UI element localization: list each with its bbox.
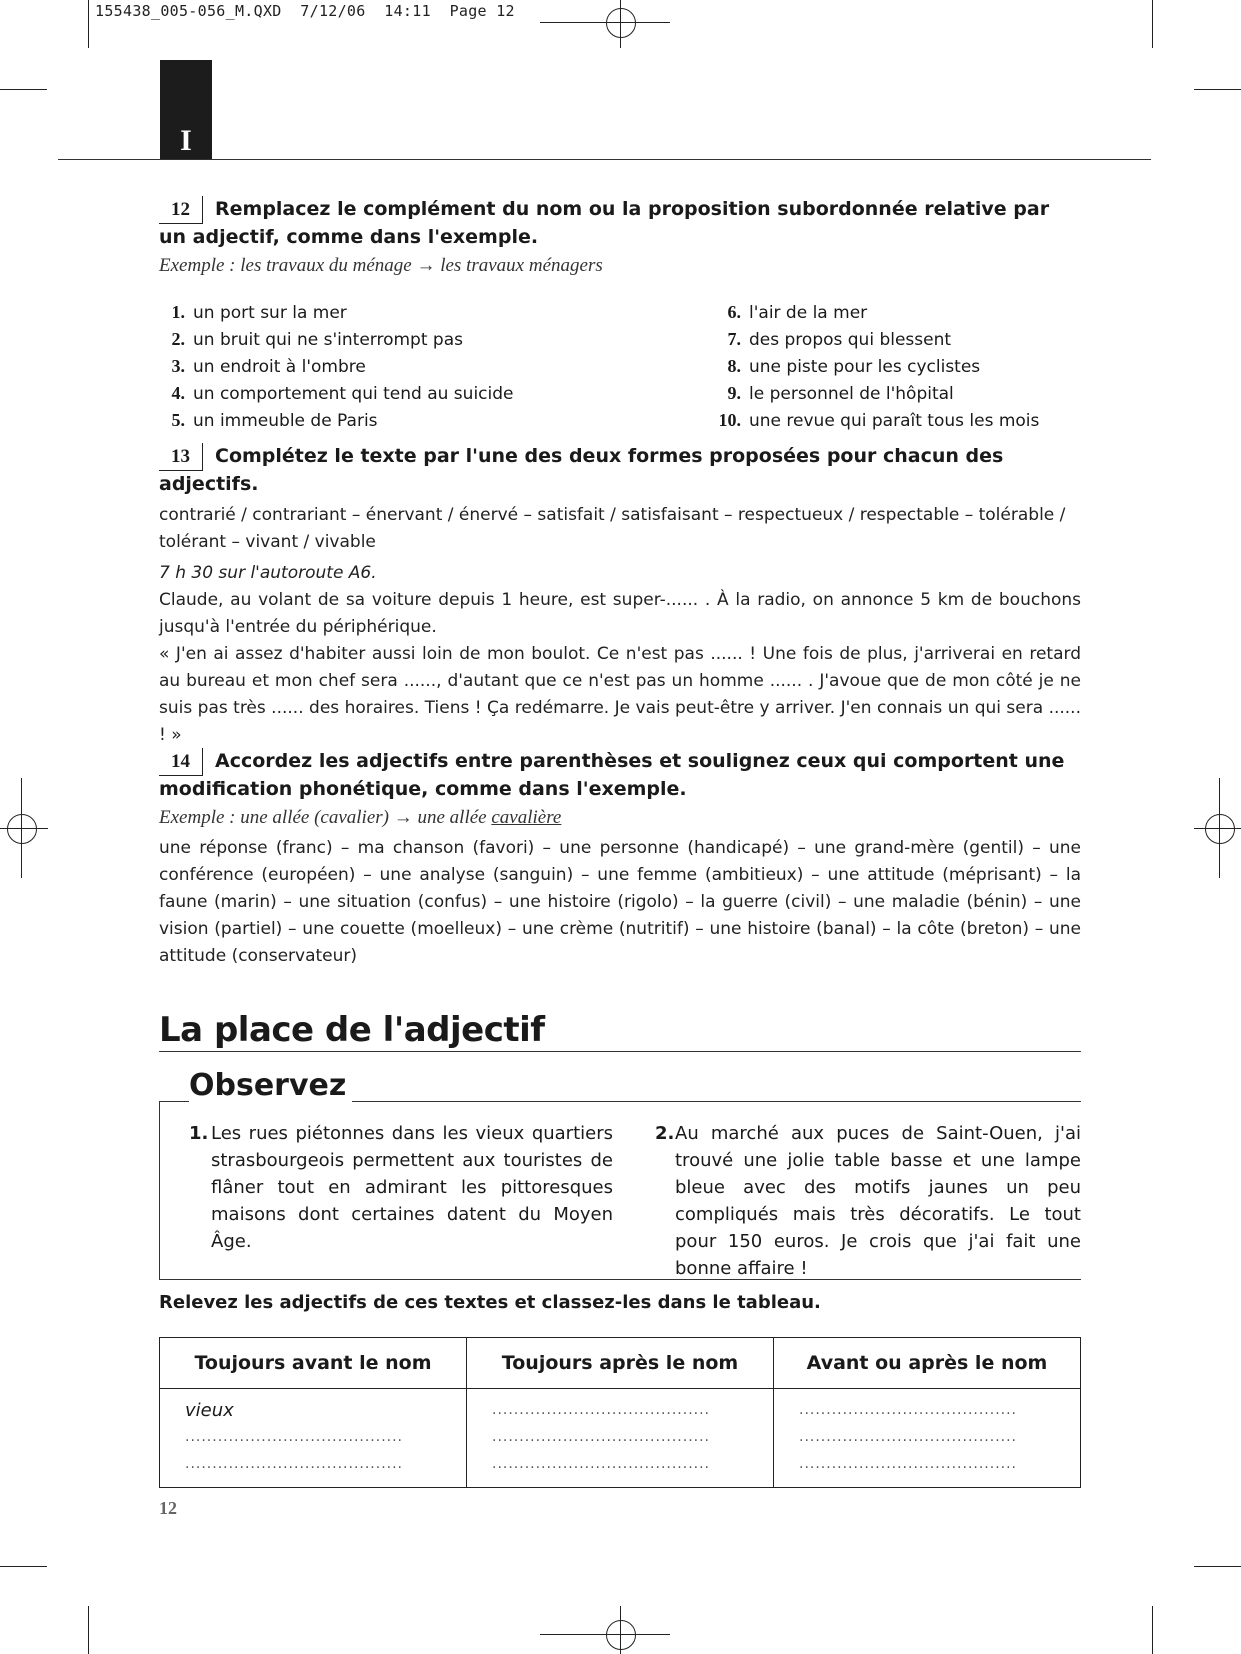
crop-mark (0, 1566, 47, 1567)
print-slug: 155438_005-056_M.QXD 7/12/06 14:11 Page 12 (95, 2, 515, 20)
cell-entry: vieux (185, 1400, 234, 1421)
answer-line[interactable]: ........................................ (185, 1456, 404, 1472)
answer-line[interactable]: ........................................ (799, 1402, 1018, 1418)
exercise-14 (159, 748, 1081, 970)
exercise-14-body: une réponse (franc) – ma chanson (favori) – une personne (handicapé) – une grand-mère (gentil) – une conférence (européen) – une analyse (sanguin) – une femme (ambitieux) – une attitude (méprisant) – la faune (marin) – une situation (confus) – une histoire (rigolo) – la guerre (civil) – une maladie (bénin) – une vision (partiel) – une couette (moelleux) – une crème (nutritif) – une histoire (banal) – la côte (breton) – une attitude (conservateur) (159, 838, 1081, 966)
list-item: 1. un port sur la mer (171, 302, 347, 323)
instruction-text: Complétez le texte par l'une des deux formes proposées pour chacun des adjectifs. (159, 445, 1004, 495)
registration-line (540, 1634, 670, 1635)
answer-line[interactable]: ........................................ (492, 1429, 711, 1445)
list-item: 6. l'air de la mer (727, 302, 868, 323)
page-number: 12 (159, 1498, 177, 1518)
answer-line[interactable]: ........................................ (492, 1456, 711, 1472)
classification-table (159, 1337, 1081, 1488)
crop-mark (1194, 1566, 1241, 1567)
crop-mark (88, 0, 89, 48)
exercise-13-paragraph: Claude, au volant de sa voiture depuis 1 heure, est super-...... . À la radio, on annonce 5 km de bouchons jusqu'à l'entrée du périphérique. (159, 590, 1081, 637)
list-item: 10. une revue qui paraît tous les mois (718, 410, 1040, 431)
exercise-number: 12 (159, 196, 203, 224)
registration-mark-icon (606, 8, 636, 38)
crop-mark (1152, 0, 1153, 48)
crop-mark (88, 1606, 89, 1654)
exercise-13-paragraph: « J'en ai assez d'habiter aussi loin de mon boulot. Ce n'est pas ...... ! Une fois de plus, j'arriverai en retard au bureau et mon chef sera ......, d'autant que ce n'est pas un homme ...... . J'avoue que de mon côté je ne suis pas très ...... des horaires. Tiens ! Ça redémarre. Je vais peut-être y arriver. J'en connais un qui sera ...... ! » (159, 644, 1081, 745)
crop-mark (1194, 89, 1241, 90)
list-item: 7. des propos qui blessent (727, 329, 952, 350)
observez-text-1: 1. Les rues piétonnes dans les vieux quartiers strasbourgeois permettent aux touristes de flâner tout en admirant les pittoresques maisons dont certaines datent du Moyen Âge. (189, 1123, 613, 1252)
list-item: 3. un endroit à l'ombre (171, 356, 366, 377)
underlined-answer: cavalière (491, 807, 562, 828)
exercise-12-instruction (159, 196, 1081, 251)
exercise-number: 14 (159, 748, 203, 776)
section-rule (159, 1051, 1081, 1052)
list-item: 4. un comportement qui tend au suicide (171, 383, 514, 404)
registration-line (540, 22, 670, 23)
observez-title: Observez (189, 1068, 352, 1103)
instruction-text: Accordez les adjectifs entre parenthèses et soulignez ceux qui comportent une modification phonétique, comme dans l'exemple. (159, 750, 1065, 800)
list-item: 5. un immeuble de Paris (171, 410, 378, 431)
list-item: 8. une piste pour les cyclistes (727, 356, 981, 377)
list-item: 9. le personnel de l'hôpital (727, 383, 954, 404)
answer-line[interactable]: ........................................ (799, 1456, 1018, 1472)
section-title: La place de l'adjectif (159, 1010, 545, 1050)
crop-mark (0, 89, 47, 90)
chapter-tab: I (160, 60, 212, 160)
table-cell[interactable] (160, 1389, 467, 1488)
exercise-14-instruction (159, 748, 1081, 803)
task-instruction: Relevez les adjectifs de ces textes et classez-les dans le tableau. (159, 1292, 821, 1313)
exercise-14-example: Exemple : une allée (cavalier) → une allée cavalière (159, 807, 562, 828)
answer-line[interactable]: ........................................ (185, 1429, 404, 1445)
registration-mark-icon (606, 1620, 636, 1650)
exercise-13-choices: contrarié / contrariant – énervant / énervé – satisfait / satisfaisant – respectueux / respectable – tolérable / tolérant – vivant / vivable (159, 505, 1066, 552)
answer-line[interactable]: ........................................ (492, 1402, 711, 1418)
exercise-13-instruction (159, 443, 1081, 498)
table-header: Avant ou après le nom (774, 1338, 1081, 1389)
registration-mark-icon (1205, 814, 1235, 844)
answer-line[interactable]: ........................................ (799, 1429, 1018, 1445)
exercise-13-time: 7 h 30 sur l'autoroute A6. (159, 563, 377, 583)
table-header: Toujours avant le nom (160, 1338, 467, 1389)
exercise-13 (159, 443, 1081, 749)
table-cell[interactable] (774, 1389, 1081, 1488)
registration-mark-icon (7, 814, 37, 844)
observez-text-2: 2. Au marché aux puces de Saint-Ouen, j'ai trouvé une jolie table basse et une lampe bleue avec des motifs jaunes un peu compliqués mais très décoratifs. Le tout pour 150 euros. Je crois que j'ai fait une bonne affaire ! (655, 1123, 1081, 1279)
instruction-text: Remplacez le complément du nom ou la proposition subordonnée relative par un adjectif, comme dans l'exemple. (159, 198, 1050, 248)
exercise-12 (159, 196, 1081, 277)
table-cell[interactable] (467, 1389, 774, 1488)
header-rule (58, 159, 1151, 160)
exercise-number: 13 (159, 443, 203, 471)
table-header: Toujours après le nom (467, 1338, 774, 1389)
exercise-12-example: Exemple : les travaux du ménage → les travaux ménagers (159, 255, 603, 276)
list-item: 2. un bruit qui ne s'interrompt pas (171, 329, 463, 350)
crop-mark (1152, 1606, 1153, 1654)
